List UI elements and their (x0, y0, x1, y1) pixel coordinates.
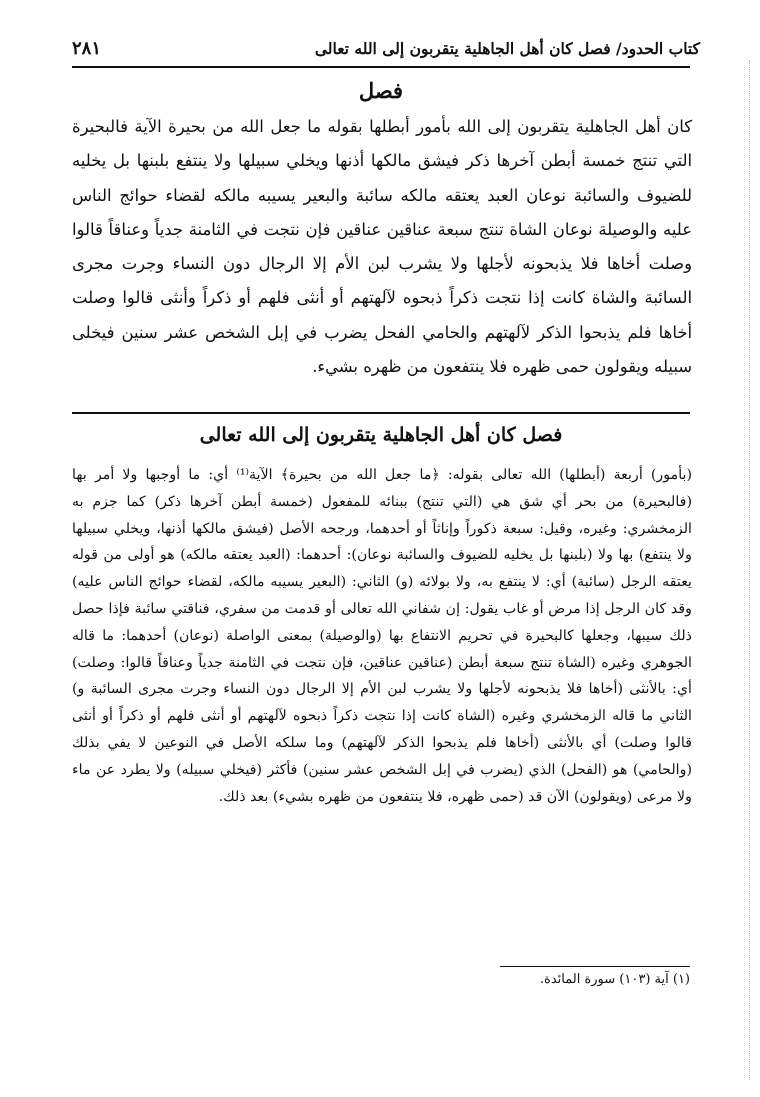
footnote: (١) آية (١٠٣) سورة المائدة. (539, 972, 690, 987)
section-heading: فصل (358, 78, 404, 103)
section-divider-rule (72, 412, 690, 414)
page-edge (749, 60, 750, 1080)
commentary-heading: فصل كان أهل الجاهلية يتقربون إلى الله تعالى (199, 424, 563, 446)
footnote-rule (500, 966, 690, 967)
header-rule (72, 66, 690, 68)
page-number: ٢٨١ (72, 37, 102, 59)
main-text-paragraph (72, 110, 692, 384)
running-header (72, 30, 700, 66)
commentary-text: (بأمور) أربعة (أبطلها) الله تعالى بقوله: ﴿ما جعل الله من بحيرة﴾ الآية⁽¹⁾ أي: ما أوجبها ولا أمر بها (فالبحيرة) من بحر أي شق هي (التي تنتج) ببنائه للمفعول (خمسة أبطن آخرها ذكر) كما جزم به الزمخشري: وغيره، وقيل: سبعة ذكوراً وإناثاً أو أحدهما، ورجحه الأصل (فيشق مالكها أذنها، ويخلي سبيلها ولا ينتفع) بها ولا (بلبنها بل يخليه للضيوف والسائبة نوعان): أحدهما: (العبد يعتقه مالكه) هو أولى من قوله يعتقه الرجل (سائبة) أي: لا ينتفع به، ولا بولائه (و) الثاني: (البعير يسيبه مالكه، لقضاء حوائج الناس عليه) وقد كان الرجل إذا مرض أو غاب يقول: إن شفاني الله تعالى أو قدمت من سفري، فناقتي سائبة فإذا حصل ذلك سيبها، وجعلها كالبحيرة في تحريم الانتفاع بها (والوصيلة) بمعنى الواصلة (نوعان) أحدهما: ما قاله الجوهري وغيره (الشاة تنتج سبعة أبطن (عناقين عناقين، فإن نتجت في الثامنة جدياً وعناقاً قالوا: وصلت) أي: بالأنثى (أخاها فلا يذبحونه لأجلها ولا يشرب لبن الأم إلا الرجال دون النساء وجرت مجرى السائبة و) الثاني ما قاله الزمخشري وغيره (الشاة كانت إذا نتجت ذكراً ذبحوه لآلهتهم أو أنثى فلهم أو ذكراً أو أنثى قالوا وصلت) أي بالأنثى (أخاها فلم يذبحوا الذكر لآلهتهم) وما سلكه الأصل في النوعين لا يفي بذلك (والحامي) هو (الفحل) الذي (يضرب في إبل الشخص عشر سنين) فأكثر (فيخلي سبيله) ولا يطرد عن ماء ولا مرعى (ويقولون) الآن قد (حمى ظهره، فلا ينتفعون من ظهره بشيء) بعد ذلك. (72, 467, 693, 805)
commentary-paragraph (72, 462, 692, 810)
main-text: كان أهل الجاهلية يتقربون إلى الله بأمور أبطلها بقوله ما جعل الله من بحيرة الآية فالبحيرة التي تنتج خمسة أبطن آخرها ذكر فيشق مالكها أذنها ويخلي سبيلها ولا ينتفع بلبنها بل يخليه للضيوف والسائبة نوعان العبد يعتقه مالكه سائبة والبعير يسيبه مالكه لقضاء حوائج الناس عليه والوصيلة نوعان الشاة تنتج سبعة عناقين عناقين فإن نتجت في الثامنة جدياً وعناقاً قالوا وصلت أخاها فلا يذبحونه لأجلها ولا يشرب لبن الأم إلا الرجال دون النساء وجرت مجرى السائبة والشاة كانت إذا نتجت ذكراً ذبحوه لآلهتهم أو أنثى فلهم أو ذكراً وأنثى قالوا وصلت أخاها فلم يذبحوا الذكر لآلهتهم والحامي الفحل يضرب في إبل الشخص عشر سنين فيخلى سبيله ويقولون حمى ظهره فلا ينتفعون من ظهره بشيء. (72, 117, 692, 377)
header-title: كتاب الحدود/ فصل كان أهل الجاهلية يتقربون إلى الله تعالى (314, 38, 700, 58)
